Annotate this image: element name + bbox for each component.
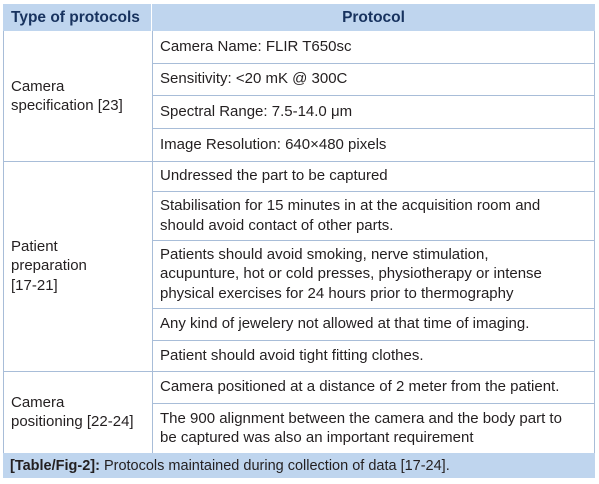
table-cell: Image Resolution: 640×480 pixels <box>160 135 387 153</box>
group-label-camera-positioning: Camera positioning [22-24] <box>11 393 134 430</box>
table-cell: Undressed the part to be captured <box>160 167 388 185</box>
row-divider <box>152 403 595 404</box>
group-label-camera-specification: Camera specification [23] <box>11 77 123 114</box>
group-divider <box>3 371 595 372</box>
table-cell: Spectral Range: 7.5-14.0 μm <box>160 102 353 120</box>
group-label-patient-preparation: Patient preparation [17-21] <box>11 237 87 294</box>
row-divider <box>152 128 595 129</box>
table-cell: Patients should avoid smoking, nerve stimulation, acupunture, hot or cold presses, physiotherapy or intense physical exercises for 24 hours prior to thermography <box>160 245 542 302</box>
table-cell: Camera positioned at a distance of 2 meter from the patient. <box>160 378 560 396</box>
table-cell: Patient should avoid tight fitting clothes. <box>160 346 424 364</box>
table-cell: Sensitivity: <20 mK @ 300C <box>160 70 348 88</box>
table-caption <box>3 453 595 478</box>
row-divider <box>152 63 595 64</box>
group-divider <box>3 161 595 162</box>
table-cell: Camera Name: FLIR T650sc <box>160 38 352 56</box>
row-divider <box>152 340 595 341</box>
row-divider <box>152 191 595 192</box>
row-divider <box>152 240 595 241</box>
row-divider <box>152 95 595 96</box>
header-protocol: Protocol <box>152 4 595 31</box>
caption-text: Protocols maintained during collection of data [17-24]. <box>103 457 450 474</box>
table-cell: The 900 alignment between the camera and the body part to be captured was also an important requirement <box>160 409 562 446</box>
row-divider <box>152 308 595 309</box>
caption-tag: [Table/Fig-2]: <box>10 457 100 474</box>
header-type-of-protocols: Type of protocols <box>3 4 152 31</box>
table-cell: Stabilisation for 15 minutes in at the acquisition room and should avoid contact of other parts. <box>160 197 541 234</box>
table-cell: Any kind of jewelery not allowed at that time of imaging. <box>160 315 530 333</box>
protocol-table <box>3 4 595 478</box>
left-border <box>3 31 4 453</box>
